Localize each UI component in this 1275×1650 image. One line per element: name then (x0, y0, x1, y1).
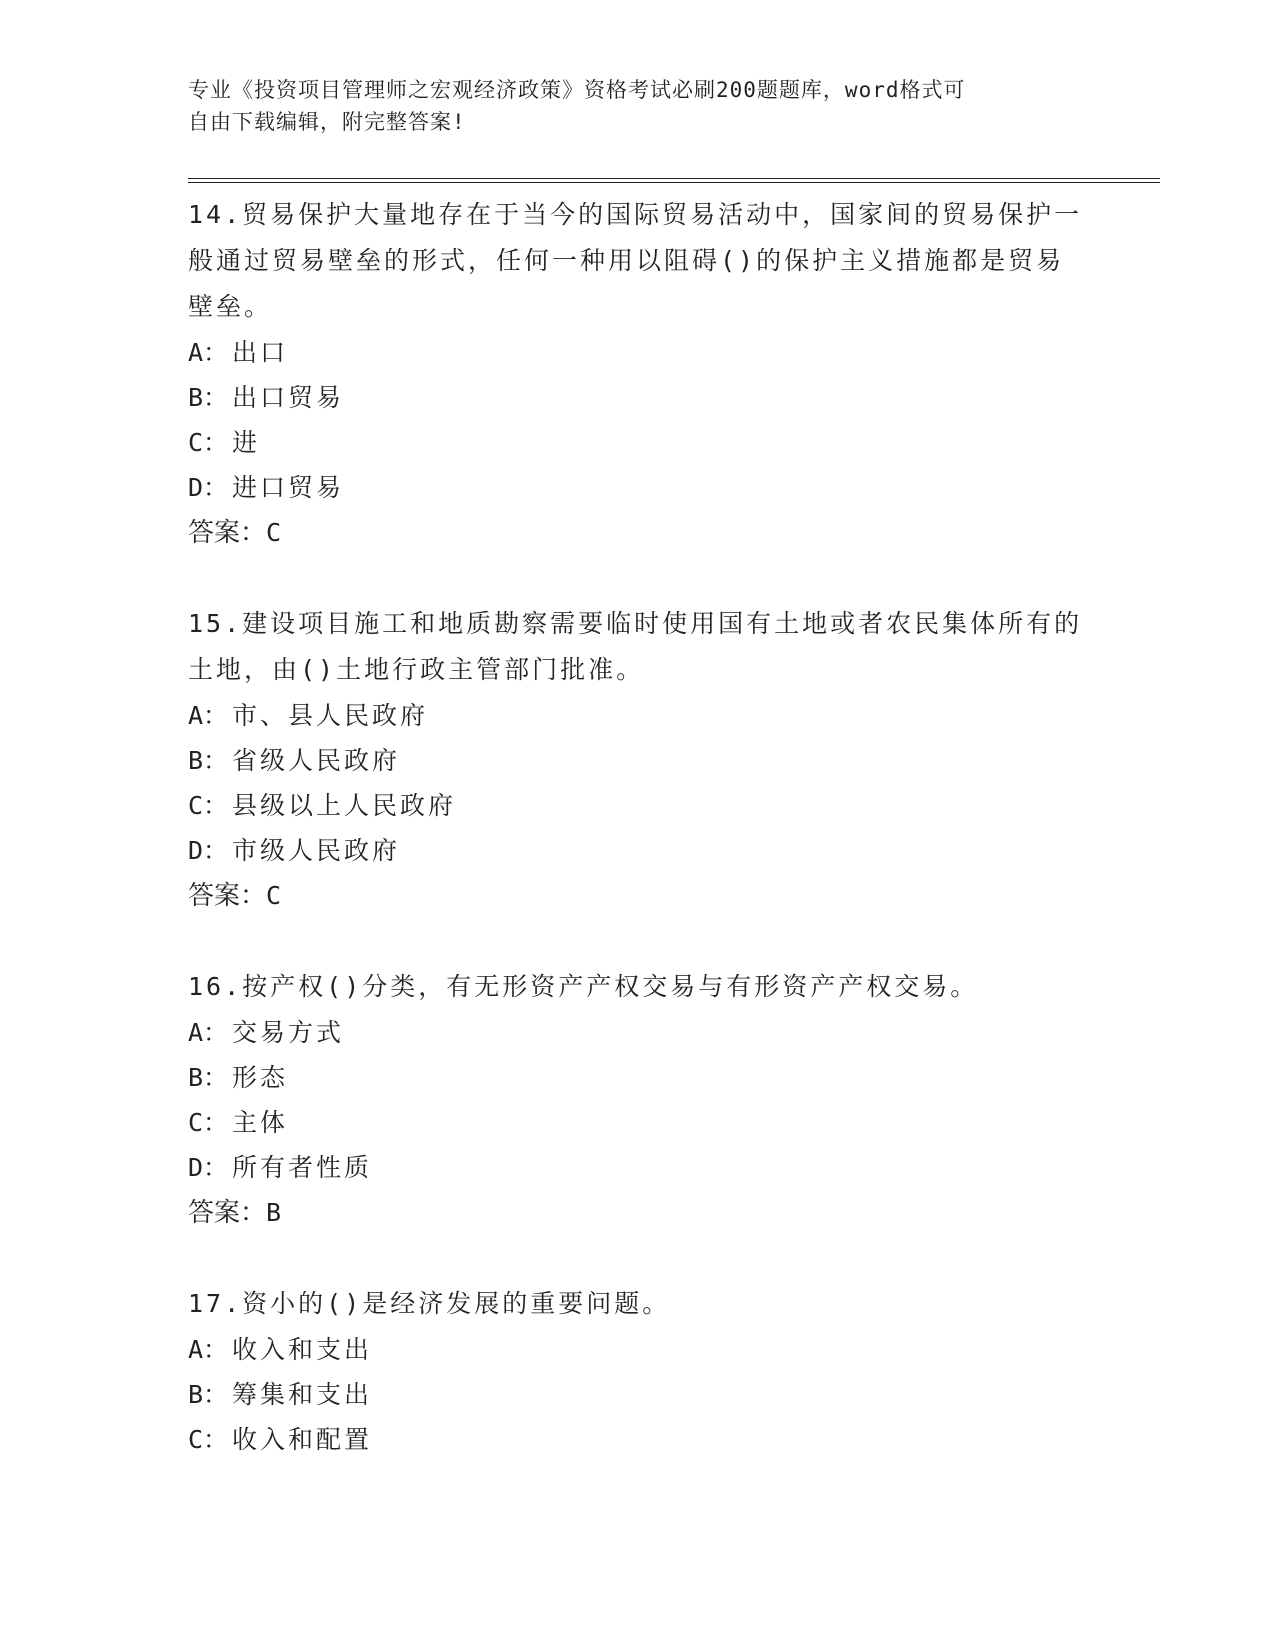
question-17 (188, 1281, 1088, 1462)
option-text: 形态 (232, 1063, 289, 1092)
answer-value: C (266, 518, 282, 547)
option-b (188, 375, 1088, 420)
option-letter: A： (188, 701, 229, 730)
question-stem: 15.建设项目施工和地质勘察需要临时使用国有土地或者农民集体所有的土地，由()土地行政主管部门批准。 (188, 609, 1083, 684)
option-d (188, 828, 1088, 873)
answer-value: C (266, 881, 282, 910)
answer-value: B (266, 1198, 282, 1227)
option-letter: A： (188, 1018, 229, 1047)
option-d (188, 1145, 1088, 1190)
header-line-1: 专业《投资项目管理师之宏观经济政策》资格考试必刷200题题库，word格式可 (188, 78, 966, 102)
option-text: 省级人民政府 (232, 746, 401, 775)
option-c (188, 1100, 1088, 1145)
option-b (188, 1372, 1088, 1417)
option-c (188, 783, 1088, 828)
question-stem: 17.资小的()是经济发展的重要问题。 (188, 1289, 671, 1318)
option-a (188, 1327, 1088, 1372)
option-letter: C： (188, 791, 229, 820)
option-b (188, 1055, 1088, 1100)
option-d (188, 465, 1088, 510)
option-a (188, 1010, 1088, 1055)
question-list (188, 192, 1088, 1507)
option-c (188, 420, 1088, 465)
option-text: 进 (232, 428, 261, 457)
option-letter: C： (188, 428, 229, 457)
question-14 (188, 192, 1088, 556)
option-text: 市、县人民政府 (232, 701, 429, 730)
option-letter: A： (188, 338, 229, 367)
header-line-2: 自由下载编辑，附完整答案! (188, 110, 466, 134)
answer (188, 1190, 1088, 1236)
option-text: 市级人民政府 (232, 836, 401, 865)
option-text: 所有者性质 (232, 1153, 373, 1182)
option-text: 出口 (232, 338, 289, 367)
option-text: 主体 (232, 1108, 289, 1137)
option-letter: B： (188, 383, 229, 412)
option-text: 收入和配置 (232, 1425, 373, 1454)
option-text: 收入和支出 (232, 1335, 373, 1364)
option-text: 出口贸易 (232, 383, 345, 412)
option-letter: D： (188, 836, 229, 865)
answer (188, 873, 1088, 919)
option-letter: C： (188, 1108, 229, 1137)
option-letter: B： (188, 1063, 229, 1092)
document-header (188, 74, 1088, 138)
option-text: 筹集和支出 (232, 1380, 373, 1409)
option-letter: C： (188, 1425, 229, 1454)
option-text: 县级以上人民政府 (232, 791, 457, 820)
answer-label: 答案： (188, 1198, 267, 1228)
answer (188, 510, 1088, 556)
question-stem: 16.按产权()分类，有无形资产产权交易与有形资产产权交易。 (188, 972, 979, 1001)
answer-label: 答案： (188, 518, 267, 548)
header-divider-top (188, 178, 1160, 179)
option-letter: A： (188, 1335, 229, 1364)
answer-label: 答案： (188, 881, 267, 911)
option-letter: D： (188, 1153, 229, 1182)
option-text: 交易方式 (232, 1018, 345, 1047)
option-b (188, 738, 1088, 783)
question-16 (188, 964, 1088, 1236)
option-c (188, 1417, 1088, 1462)
option-a (188, 693, 1088, 738)
question-stem: 14.贸易保护大量地存在于当今的国际贸易活动中，国家间的贸易保护一般通过贸易壁垒的形式，任何一种用以阻碍()的保护主义措施都是贸易壁垒。 (188, 200, 1083, 321)
option-text: 进口贸易 (232, 473, 345, 502)
option-letter: B： (188, 1380, 229, 1409)
option-a (188, 330, 1088, 375)
option-letter: B： (188, 746, 229, 775)
header-divider-bottom (188, 182, 1160, 183)
question-15 (188, 601, 1088, 919)
option-letter: D： (188, 473, 229, 502)
